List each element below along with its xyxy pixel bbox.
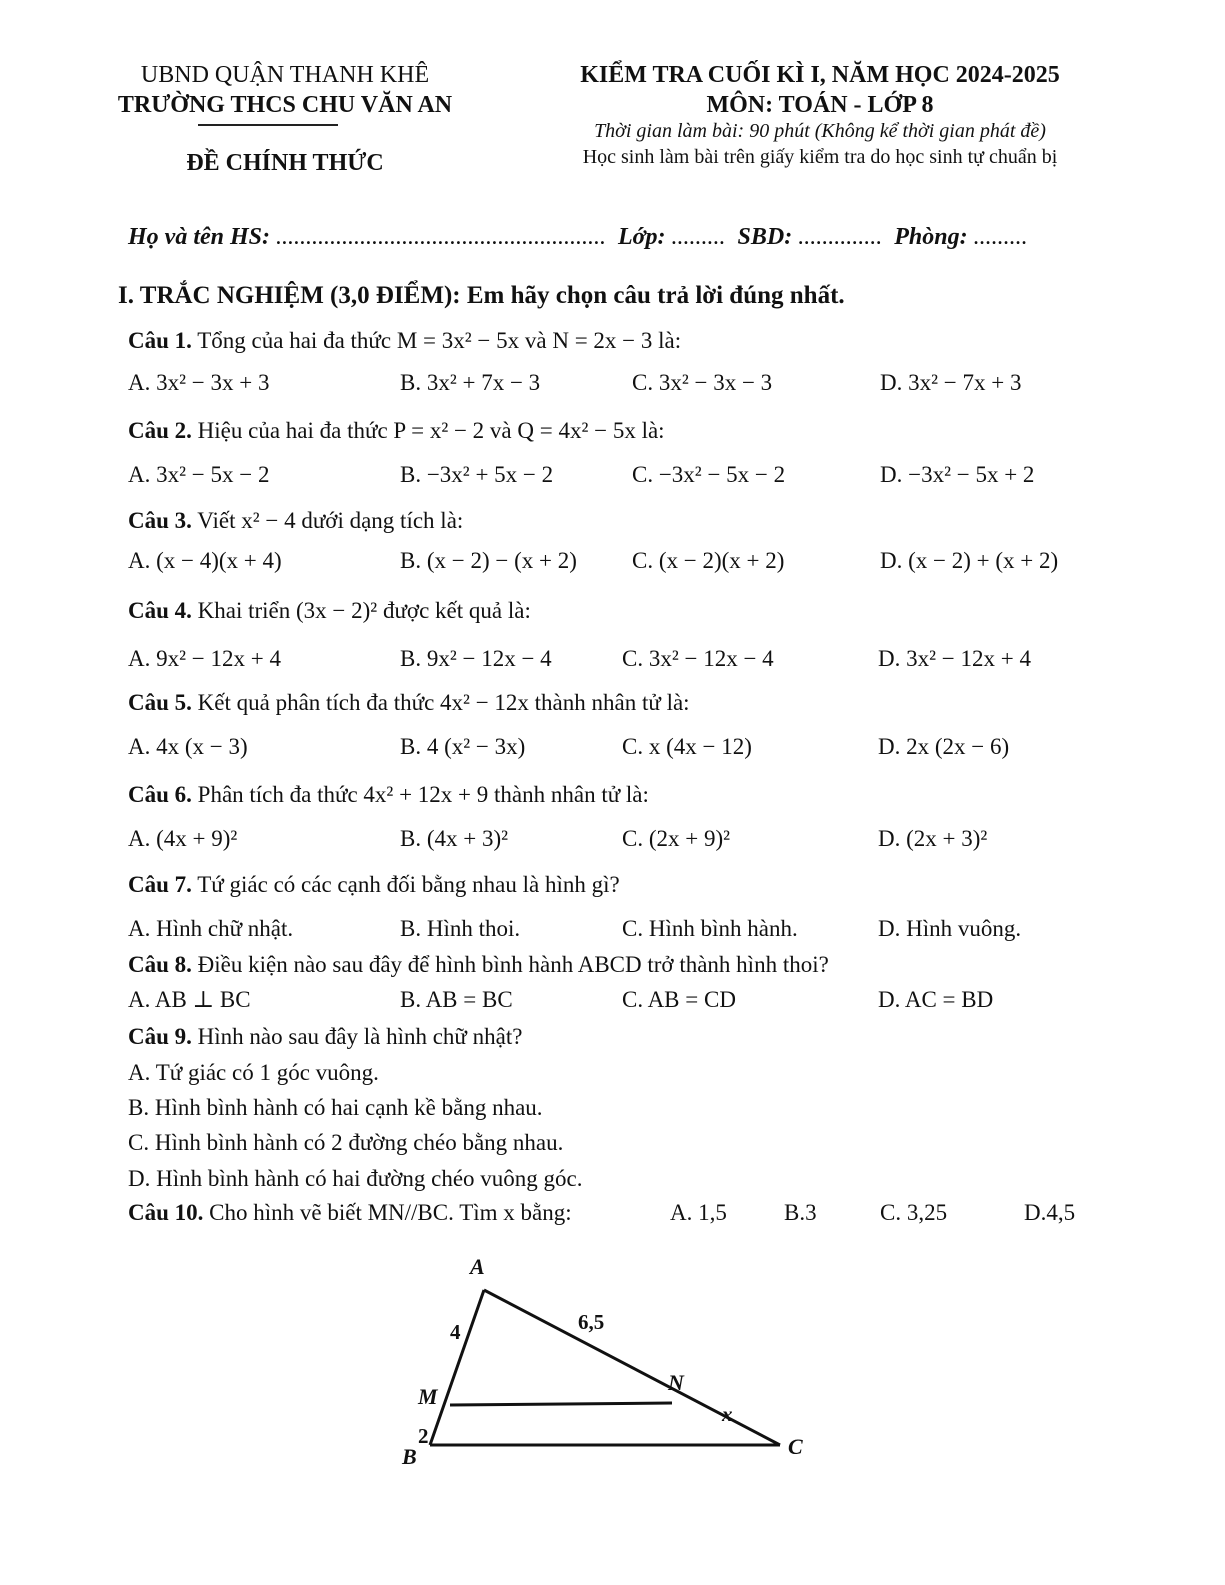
q7-option-b[interactable]: B. Hình thoi.	[400, 916, 521, 941]
q9-option-d[interactable]: D. Hình bình hành có hai đường chéo vuông góc.	[128, 1166, 583, 1191]
exam-instructions: Học sinh làm bài trên giấy kiểm tra do học sinh tự chuẩn bị	[582, 146, 1058, 168]
q6-option-a[interactable]: A. (4x + 9)²	[128, 826, 238, 851]
question-text: Hiệu của hai đa thức P = x² − 2 và Q = 4x² − 5x là:	[197, 418, 665, 443]
q5-option-a[interactable]: A. 4x (x − 3)	[128, 734, 248, 759]
question-label: Câu 10.	[128, 1200, 204, 1225]
class-label: Lớp:	[618, 224, 666, 250]
vertex-m-label: M	[418, 1384, 438, 1409]
exam-duration: Thời gian làm bài: 90 phút (Không kể thời gian phát đề)	[594, 120, 1046, 142]
q10-option-a[interactable]: A. 1,5	[670, 1200, 727, 1225]
question-label: Câu 7.	[128, 872, 192, 897]
q6-option-c[interactable]: C. (2x + 9)²	[622, 826, 731, 851]
q5-option-c[interactable]: C. x (4x − 12)	[622, 734, 752, 759]
q1-option-a[interactable]: A. 3x² − 3x + 3	[128, 370, 270, 395]
length-an: 6,5	[578, 1310, 605, 1334]
q9-option-a[interactable]: A. Tứ giác có 1 góc vuông.	[128, 1060, 379, 1085]
q8-option-a[interactable]: A. AB ⊥ BC	[128, 987, 251, 1012]
official-exam-label: ĐỀ CHÍNH THỨC	[186, 150, 384, 176]
q6-option-b[interactable]: B. (4x + 3)²	[400, 826, 509, 851]
question-label: Câu 4.	[128, 598, 192, 623]
room-label: Phòng:	[894, 224, 968, 250]
vertex-c-label: C	[788, 1434, 803, 1459]
side-ac	[484, 1290, 780, 1445]
subject-title: MÔN: TOÁN - LỚP 8	[706, 92, 934, 118]
question-label: Câu 5.	[128, 690, 192, 715]
length-nc: x	[722, 1402, 733, 1426]
name-label: Họ và tên HS:	[128, 224, 270, 250]
vertex-n-label: N	[668, 1370, 684, 1395]
question-text: Khai triển (3x − 2)² được kết quả là:	[197, 598, 531, 623]
side-ab	[430, 1290, 484, 1445]
q4-option-a[interactable]: A. 9x² − 12x + 4	[128, 646, 281, 671]
q10-option-b[interactable]: B.3	[784, 1200, 817, 1225]
question-label: Câu 9.	[128, 1024, 192, 1049]
q6-option-d[interactable]: D. (2x + 3)²	[878, 826, 988, 851]
length-am: 4	[450, 1320, 461, 1344]
q7-option-a[interactable]: A. Hình chữ nhật.	[128, 916, 294, 941]
district-name: UBND QUẬN THANH KHÊ	[140, 62, 430, 88]
q3-option-a[interactable]: A. (x − 4)(x + 4)	[128, 548, 282, 573]
q8-option-c[interactable]: C. AB = CD	[622, 987, 736, 1012]
question-text: Tứ giác có các cạnh đối bằng nhau là hình gì?	[197, 872, 620, 897]
question-text: Viết x² − 4 dưới dạng tích là:	[197, 508, 464, 533]
exam-title: KIỂM TRA CUỐI KÌ I, NĂM HỌC 2024-2025	[580, 62, 1060, 88]
question-label: Câu 6.	[128, 782, 192, 807]
segment-mn	[450, 1403, 672, 1405]
q10-option-c[interactable]: C. 3,25	[880, 1200, 948, 1225]
question-label: Câu 8.	[128, 952, 192, 977]
q4-option-c[interactable]: C. 3x² − 12x − 4	[622, 646, 774, 671]
question-text: Kết quả phân tích đa thức 4x² − 12x thành nhân tử là:	[197, 690, 690, 715]
sbd-label: SBD:	[737, 224, 793, 250]
vertex-a-label: A	[470, 1254, 485, 1279]
question-label: Câu 1.	[128, 328, 192, 353]
section-title: I. TRẮC NGHIỆM (3,0 ĐIỂM): Em hãy chọn câu trả lời đúng nhất.	[118, 282, 845, 309]
q1-option-c[interactable]: C. 3x² − 3x − 3	[632, 370, 773, 395]
q9-option-b[interactable]: B. Hình bình hành có hai cạnh kề bằng nhau.	[128, 1095, 543, 1120]
question-text: Cho hình vẽ biết MN//BC. Tìm x bằng:	[209, 1200, 572, 1225]
room-blank[interactable]: .........	[973, 224, 1028, 250]
q1-option-b[interactable]: B. 3x² + 7x − 3	[400, 370, 541, 395]
q10-option-d[interactable]: D.4,5	[1024, 1200, 1076, 1225]
school-name: TRƯỜNG THCS CHU VĂN AN	[117, 92, 453, 118]
q2-option-c[interactable]: C. −3x² − 5x − 2	[632, 462, 786, 487]
vertex-b-label: B	[402, 1444, 417, 1469]
q7-option-d[interactable]: D. Hình vuông.	[878, 916, 1022, 941]
q3-option-c[interactable]: C. (x − 2)(x + 2)	[632, 548, 785, 573]
q5-option-d[interactable]: D. 2x (2x − 6)	[878, 734, 1010, 759]
question-text: Điều kiện nào sau đây để hình bình hành ABCD trở thành hình thoi?	[197, 952, 829, 977]
question-label: Câu 3.	[128, 508, 192, 533]
question-text: Hình nào sau đây là hình chữ nhật?	[197, 1024, 523, 1049]
q2-option-d[interactable]: D. −3x² − 5x + 2	[880, 462, 1035, 487]
question-label: Câu 2.	[128, 418, 192, 443]
q4-option-d[interactable]: D. 3x² − 12x + 4	[878, 646, 1031, 671]
question-text: Phân tích đa thức 4x² + 12x + 9 thành nhân tử là:	[197, 782, 649, 807]
q7-option-c[interactable]: C. Hình bình hành.	[622, 916, 798, 941]
q2-option-a[interactable]: A. 3x² − 5x − 2	[128, 462, 270, 487]
q3-option-b[interactable]: B. (x − 2) − (x + 2)	[400, 548, 577, 573]
length-mb: 2	[418, 1424, 429, 1448]
q3-option-d[interactable]: D. (x − 2) + (x + 2)	[880, 548, 1059, 573]
q8-option-d[interactable]: D. AC = BD	[878, 987, 994, 1012]
q8-option-b[interactable]: B. AB = BC	[400, 987, 513, 1012]
q9-option-c[interactable]: C. Hình bình hành có 2 đường chéo bằng nhau.	[128, 1130, 564, 1155]
name-blank[interactable]: .......................................................	[276, 224, 606, 250]
q4-option-b[interactable]: B. 9x² − 12x − 4	[400, 646, 552, 671]
sbd-blank[interactable]: ..............	[798, 224, 883, 250]
q1-option-d[interactable]: D. 3x² − 7x + 3	[880, 370, 1022, 395]
question-text: Tổng của hai đa thức M = 3x² − 5x và N = 2x − 3 là:	[197, 328, 682, 353]
class-blank[interactable]: .........	[671, 224, 726, 250]
q5-option-b[interactable]: B. 4 (x² − 3x)	[400, 734, 526, 759]
q2-option-b[interactable]: B. −3x² + 5x − 2	[400, 462, 554, 487]
